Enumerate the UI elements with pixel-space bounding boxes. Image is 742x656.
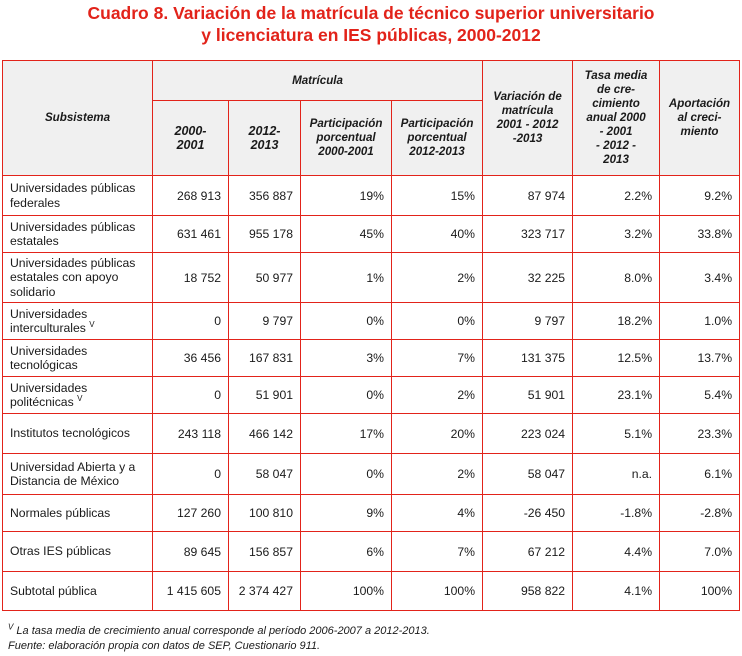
footnote-source: Fuente: elaboración propia con datos de SEP, Cuestionario 911.: [8, 640, 321, 652]
row-subsistema-label: Universidades tecnológicas: [10, 343, 88, 372]
cell-tasa: 12.5%: [573, 340, 660, 377]
header-tasa: Tasa media de cre- cimiento anual 2000 - 2001 - 2012 - 2013: [573, 61, 660, 176]
cell-v2000: 1 415 605: [153, 572, 229, 611]
row-subsistema-label: Normales públicas: [10, 505, 111, 520]
cell-v2000: 631 461: [153, 216, 229, 253]
cell-p2012: 2%: [392, 377, 483, 414]
table-row: [3, 216, 740, 253]
row-subsistema-label: Institutos tecnológicos: [10, 426, 130, 441]
cell-p2000: 17%: [301, 414, 392, 454]
cell-p2000: 9%: [301, 495, 392, 532]
table-title: [0, 2, 742, 46]
cell-v2012: 2 374 427: [229, 572, 301, 611]
cell-v2012: 167 831: [229, 340, 301, 377]
cell-p2012: 0%: [392, 303, 483, 340]
cell-aport: 5.4%: [660, 377, 740, 414]
cell-p2000: 3%: [301, 340, 392, 377]
header-subsistema: Subsistema: [3, 61, 153, 176]
cell-p2000: 1%: [301, 253, 392, 303]
cell-var: 323 717: [483, 216, 573, 253]
cell-aport: 33.8%: [660, 216, 740, 253]
header-participacion-2012: Participación porcentual 2012-2013: [392, 101, 483, 176]
table-row: [3, 303, 740, 340]
cell-p2012: 7%: [392, 340, 483, 377]
cell-tasa: 4.1%: [573, 572, 660, 611]
cell-var: 67 212: [483, 532, 573, 572]
cell-v2000: 0: [153, 303, 229, 340]
cell-aport: 1.0%: [660, 303, 740, 340]
cell-p2012: 20%: [392, 414, 483, 454]
cell-p2000: 0%: [301, 454, 392, 495]
row-subsistema-label: Otras IES públicas: [10, 544, 111, 559]
cell-v2012: 9 797: [229, 303, 301, 340]
row-subsistema-label: Universidades politécnicas: [10, 380, 88, 409]
cell-aport: 23.3%: [660, 414, 740, 454]
cell-tasa: 8.0%: [573, 253, 660, 303]
cell-tasa: 3.2%: [573, 216, 660, 253]
cell-tasa: 5.1%: [573, 414, 660, 454]
cell-var: 223 024: [483, 414, 573, 454]
row-subsistema-label: Universidades públicas estatales: [10, 219, 136, 248]
row-footnote-marker: V: [89, 319, 95, 329]
cell-v2000: 268 913: [153, 176, 229, 216]
footnote-rate: [8, 622, 430, 638]
cell-v2012: 50 977: [229, 253, 301, 303]
cell-aport: -2.8%: [660, 495, 740, 532]
row-subsistema: [3, 454, 153, 495]
row-subsistema-label: Universidad Abierta y a Distancia de México: [10, 459, 136, 488]
cell-var: -26 450: [483, 495, 573, 532]
row-subsistema: [3, 253, 153, 303]
cell-v2000: 127 260: [153, 495, 229, 532]
cell-v2000: 0: [153, 454, 229, 495]
table-row: [3, 532, 740, 572]
table-body: [3, 176, 740, 611]
header-variacion: Variación de matrícula 2001 - 2012 -2013: [483, 61, 573, 176]
enrollment-table: [2, 60, 740, 611]
cell-v2000: 0: [153, 377, 229, 414]
cell-v2000: 18 752: [153, 253, 229, 303]
cell-v2012: 955 178: [229, 216, 301, 253]
row-subsistema: [3, 532, 153, 572]
row-subsistema: [3, 216, 153, 253]
table-row: [3, 377, 740, 414]
cell-var: 58 047: [483, 454, 573, 495]
header-2012-2013: 2012- 2013: [229, 101, 301, 176]
cell-var: 131 375: [483, 340, 573, 377]
cell-p2012: 2%: [392, 454, 483, 495]
cell-var: 9 797: [483, 303, 573, 340]
cell-v2012: 58 047: [229, 454, 301, 495]
title-line-1: Cuadro 8. Variación de la matrícula de técnico superior universitario: [87, 3, 655, 23]
cell-p2012: 7%: [392, 532, 483, 572]
cell-v2012: 466 142: [229, 414, 301, 454]
cell-tasa: 23.1%: [573, 377, 660, 414]
cell-p2012: 40%: [392, 216, 483, 253]
row-subsistema: [3, 495, 153, 532]
cell-var: 32 225: [483, 253, 573, 303]
row-subsistema-label: Universidades públicas federales: [10, 181, 136, 210]
row-subsistema: [3, 377, 153, 414]
table-row: [3, 414, 740, 454]
footnote-marker: V: [8, 622, 14, 632]
header-matricula: Matrícula: [153, 61, 483, 101]
row-subsistema-label: Universidades interculturales: [10, 306, 88, 335]
row-subsistema: [3, 303, 153, 340]
header-2000-2001: 2000- 2001: [153, 101, 229, 176]
cell-v2012: 51 901: [229, 377, 301, 414]
cell-tasa: 18.2%: [573, 303, 660, 340]
cell-aport: 13.7%: [660, 340, 740, 377]
row-subsistema: [3, 572, 153, 611]
cell-aport: 9.2%: [660, 176, 740, 216]
header-aportacion: Aportación al creci- miento: [660, 61, 740, 176]
table-row: [3, 340, 740, 377]
cell-var: 87 974: [483, 176, 573, 216]
cell-p2012: 100%: [392, 572, 483, 611]
cell-p2012: 2%: [392, 253, 483, 303]
cell-p2000: 0%: [301, 303, 392, 340]
cell-var: 958 822: [483, 572, 573, 611]
table-row: [3, 454, 740, 495]
cell-aport: 7.0%: [660, 532, 740, 572]
cell-tasa: n.a.: [573, 454, 660, 495]
cell-p2000: 6%: [301, 532, 392, 572]
cell-p2012: 4%: [392, 495, 483, 532]
header-participacion-2000: Participación porcentual 2000-2001: [301, 101, 392, 176]
cell-aport: 6.1%: [660, 454, 740, 495]
cell-p2000: 19%: [301, 176, 392, 216]
cell-tasa: 2.2%: [573, 176, 660, 216]
cell-v2000: 36 456: [153, 340, 229, 377]
cell-p2000: 100%: [301, 572, 392, 611]
cell-v2012: 356 887: [229, 176, 301, 216]
cell-var: 51 901: [483, 377, 573, 414]
row-subsistema-label: Subtotal pública: [10, 583, 97, 598]
title-line-2: y licenciatura en IES públicas, 2000-2012: [201, 25, 541, 45]
cell-tasa: 4.4%: [573, 532, 660, 572]
cell-aport: 100%: [660, 572, 740, 611]
cell-v2012: 156 857: [229, 532, 301, 572]
row-subsistema-label: Universidades públicas estatales con apoyo solidario: [10, 255, 136, 299]
cell-p2000: 0%: [301, 377, 392, 414]
row-subsistema: [3, 176, 153, 216]
table-row: [3, 495, 740, 532]
cell-aport: 3.4%: [660, 253, 740, 303]
row-footnote-marker: V: [77, 393, 83, 403]
row-subsistema: [3, 414, 153, 454]
table-row: [3, 253, 740, 303]
table-row: [3, 572, 740, 611]
row-subsistema: [3, 340, 153, 377]
cell-v2000: 89 645: [153, 532, 229, 572]
table-row: [3, 176, 740, 216]
cell-p2012: 15%: [392, 176, 483, 216]
footnote-text: La tasa media de crecimiento anual corresponde al período 2006-2007 a 2012-2013.: [16, 625, 430, 637]
cell-p2000: 45%: [301, 216, 392, 253]
cell-v2012: 100 810: [229, 495, 301, 532]
cell-tasa: -1.8%: [573, 495, 660, 532]
cell-v2000: 243 118: [153, 414, 229, 454]
